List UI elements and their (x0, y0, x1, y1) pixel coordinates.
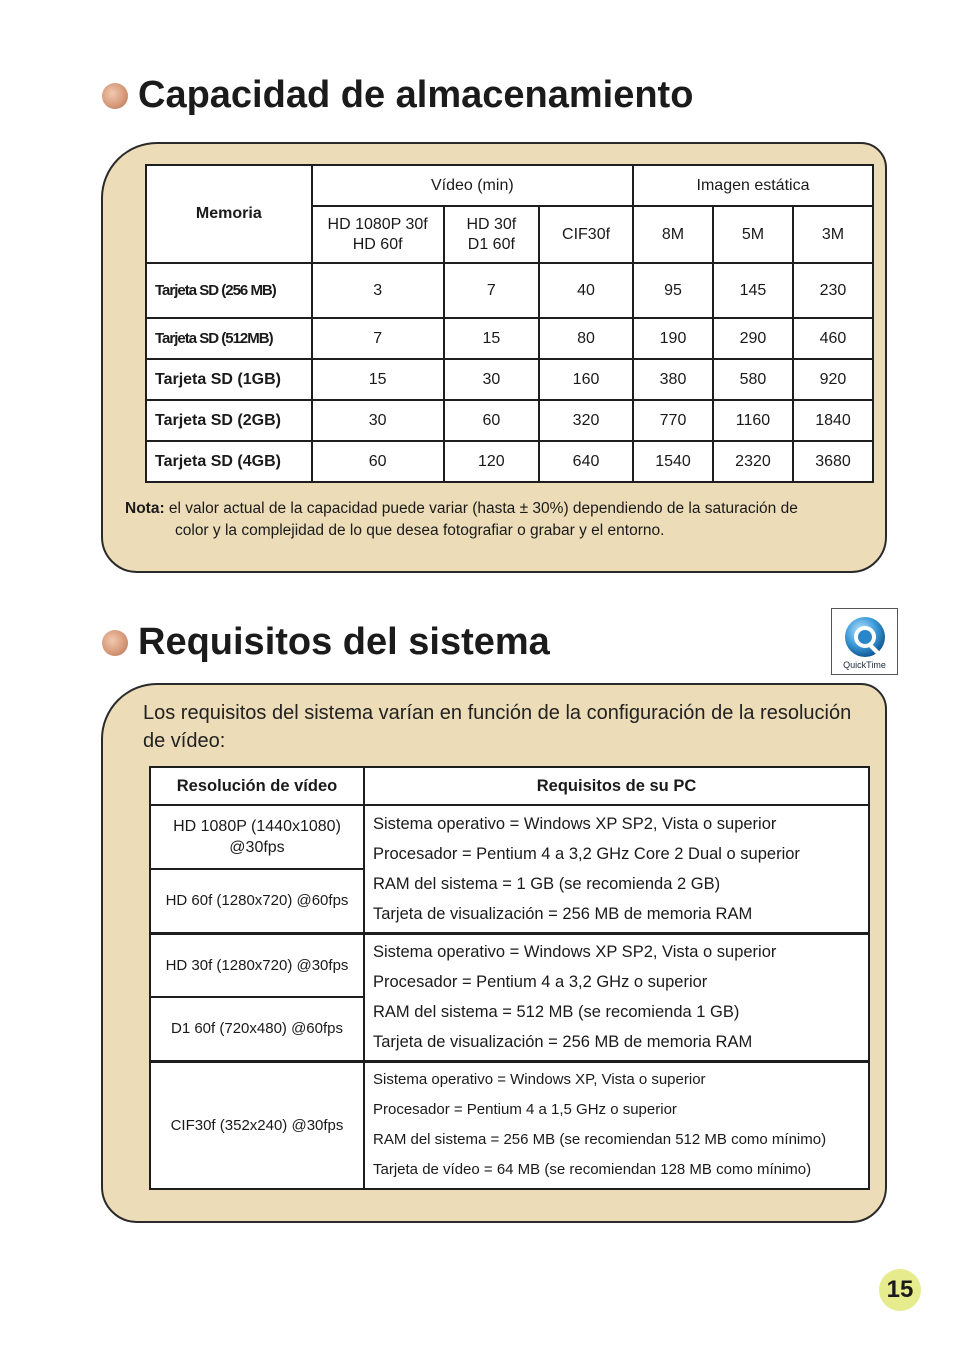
table-cell: 7 (444, 263, 539, 318)
requirements-panel (101, 683, 887, 1223)
table-cell: 290 (713, 318, 793, 359)
row-label: Tarjeta SD (1GB) (146, 359, 312, 400)
table-cell: 30 (312, 400, 444, 441)
section-heading-storage (102, 74, 693, 117)
table-cell: 95 (633, 263, 713, 318)
row-label: Tarjeta SD (2GB) (146, 400, 312, 441)
memory-header: Memoria (146, 165, 312, 263)
resolution-header: Resolución de vídeo (150, 767, 364, 805)
section-title-storage: Capacidad de almacenamiento (138, 74, 694, 116)
table-cell: 15 (312, 359, 444, 400)
sub-header: CIF30f (539, 206, 633, 263)
table-row (146, 318, 873, 359)
sub-header: 5M (713, 206, 793, 263)
requirement-line: Sistema operativo = Windows XP, Vista o superior (373, 1071, 706, 1089)
note-text-line1: el valor actual de la capacidad puede variar (hasta ± 30%) dependiendo de la saturación de (168, 500, 798, 517)
bullet-icon (102, 83, 128, 109)
table-row (150, 805, 869, 869)
table-row (146, 359, 873, 400)
requirement-line: RAM del sistema = 512 MB (se recomienda 1 GB) (373, 1003, 740, 1021)
requirements-header: Requisitos de su PC (364, 767, 869, 805)
quicktime-icon (832, 609, 897, 661)
note-text-line2: color y la complejidad de lo que desea fotografiar o grabar y el entorno. (175, 522, 665, 539)
table-cell: 460 (793, 318, 873, 359)
table-cell: 145 (713, 263, 793, 318)
requirement-line: Procesador = Pentium 4 a 1,5 GHz o superior (373, 1101, 677, 1119)
capacity-note (125, 498, 865, 542)
table-cell: 2320 (713, 441, 793, 482)
table-cell: 580 (713, 359, 793, 400)
table-row (150, 1061, 869, 1189)
system-requirements-table (149, 766, 870, 1190)
table-cell: 770 (633, 400, 713, 441)
table-row (146, 400, 873, 441)
video-header: Vídeo (min) (312, 165, 633, 206)
row-label: Tarjeta SD (256 MB) (146, 263, 312, 318)
table-cell: 920 (793, 359, 873, 400)
table-cell: 120 (444, 441, 539, 482)
sub-header: 3M (793, 206, 873, 263)
resolution-cell: CIF30f (352x240) @30fps (150, 1061, 364, 1189)
requirement-line: Tarjeta de visualización = 256 MB de memoria RAM (373, 1033, 753, 1051)
requirement-line: Sistema operativo = Windows XP SP2, Vista o superior (373, 814, 777, 833)
table-cell: 40 (539, 263, 633, 318)
storage-capacity-table (145, 164, 874, 483)
section-title-requirements: Requisitos del sistema (138, 621, 550, 663)
table-row (150, 933, 869, 997)
page-number: 15 (879, 1269, 921, 1311)
table-cell: 30 (444, 359, 539, 400)
storage-panel (101, 142, 887, 573)
resolution-cell: HD 1080P (1440x1080) @30fps (150, 805, 364, 869)
sub-header: 8M (633, 206, 713, 263)
table-cell: 320 (539, 400, 633, 441)
quicktime-logo (831, 608, 898, 675)
requirements-cell (364, 805, 869, 933)
table-cell: 3 (312, 263, 444, 318)
table-cell: 160 (539, 359, 633, 400)
requirements-cell (364, 933, 869, 1061)
table-cell: 640 (539, 441, 633, 482)
sub-header: HD 30f D1 60f (444, 206, 539, 263)
requirement-line: RAM del sistema = 1 GB (se recomienda 2 GB) (373, 874, 721, 893)
table-row (146, 263, 873, 318)
table-cell: 80 (539, 318, 633, 359)
sub-header: HD 1080P 30f HD 60f (312, 206, 444, 263)
table-cell: 1160 (713, 400, 793, 441)
requirement-line: RAM del sistema = 256 MB (se recomiendan 512 MB como mínimo) (373, 1131, 827, 1149)
resolution-cell: HD 30f (1280x720) @30fps (150, 933, 364, 997)
table-cell: 190 (633, 318, 713, 359)
requirement-line: Tarjeta de vídeo = 64 MB (se recomiendan 128 MB como mínimo) (373, 1161, 812, 1179)
table-cell: 60 (312, 441, 444, 482)
requirement-line: Procesador = Pentium 4 a 3,2 GHz Core 2 Dual o superior (373, 844, 800, 863)
resolution-cell: HD 60f (1280x720) @60fps (150, 869, 364, 933)
table-cell: 3680 (793, 441, 873, 482)
table-cell: 380 (633, 359, 713, 400)
row-label: Tarjeta SD (512MB) (146, 318, 312, 359)
resolution-cell: D1 60f (720x480) @60fps (150, 997, 364, 1061)
table-row (146, 441, 873, 482)
section-heading-requirements (102, 621, 550, 664)
table-cell: 15 (444, 318, 539, 359)
table-cell: 1840 (793, 400, 873, 441)
requirement-line: Sistema operativo = Windows XP SP2, Vista o superior (373, 943, 777, 961)
table-cell: 230 (793, 263, 873, 318)
image-header: Imagen estática (633, 165, 873, 206)
header-row (150, 767, 869, 805)
bullet-icon (102, 630, 128, 656)
table-cell: 60 (444, 400, 539, 441)
row-label: Tarjeta SD (4GB) (146, 441, 312, 482)
table-cell: 1540 (633, 441, 713, 482)
requirements-intro: Los requisitos del sistema varían en función de la configuración de la resolución de vídeo: (143, 702, 852, 752)
requirement-line: Tarjeta de visualización = 256 MB de memoria RAM (373, 904, 753, 923)
table-cell: 7 (312, 318, 444, 359)
requirement-line: Procesador = Pentium 4 a 3,2 GHz o superior (373, 973, 708, 991)
quicktime-label: QuickTime (843, 660, 886, 670)
requirements-cell (364, 1061, 869, 1189)
note-label: Nota: (125, 500, 165, 517)
